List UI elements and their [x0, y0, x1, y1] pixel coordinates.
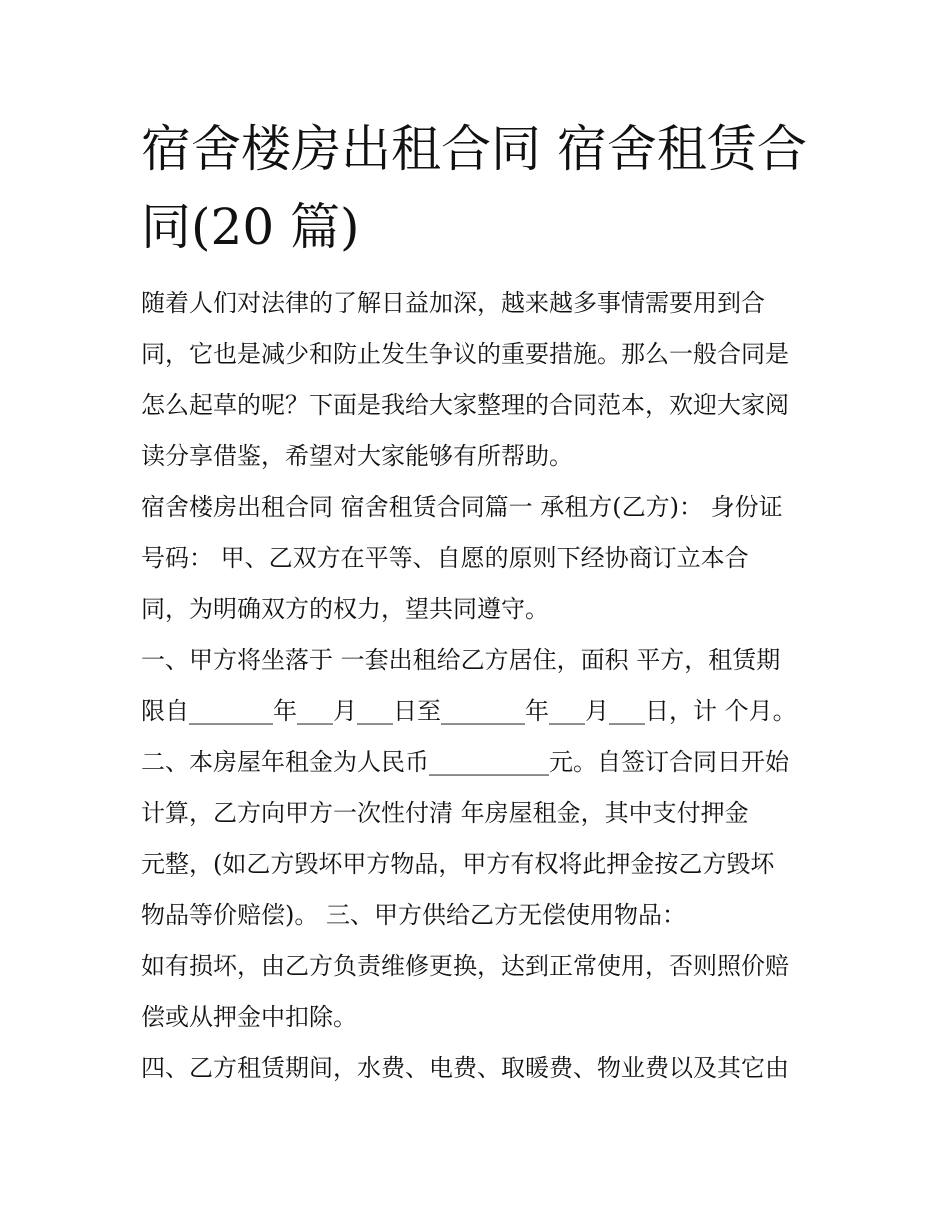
body-line: 限自_______年___月___日至_______年___月___日，计 个月。 — [141, 697, 797, 725]
body-line: 计算，乙方向甲方一次性付清 年房屋租金，其中支付押金 — [141, 799, 749, 827]
body-line: 二、本房屋年租金为人民币__________元。自签订合同日开始 — [141, 748, 789, 776]
body-line: 读分享借鉴，希望对大家能够有所帮助。 — [141, 442, 573, 470]
body-line: 如有损坏，由乙方负责维修更换，达到正常使用，否则照价赔 — [141, 952, 789, 980]
body-line: 四、乙方租赁期间，水费、电费、取暖费、物业费以及其它由 — [141, 1054, 789, 1082]
document-body — [141, 278, 821, 1094]
body-line: 同，为明确双方的权力，望共同遵守。 — [141, 595, 549, 623]
body-line: 偿或从押金中扣除。 — [141, 1003, 357, 1031]
body-line: 号码： 甲、乙双方在平等、自愿的原则下经协商订立本合 — [141, 544, 749, 572]
body-line: 宿舍楼房出租合同 宿舍租赁合同篇一 承租方(乙方)： 身份证 — [141, 493, 783, 521]
body-line: 同，它也是减少和防止发生争议的重要措施。那么一般合同是 — [141, 340, 789, 368]
document-title — [141, 110, 821, 266]
title-line: 宿舍楼房出租合同 宿舍租赁合 — [141, 120, 807, 178]
body-line: 一、甲方将坐落于 一套出租给乙方居住，面积 平方，租赁期 — [141, 646, 781, 674]
title-line: 同(20 篇) — [141, 198, 360, 256]
body-line: 元整，(如乙方毁坏甲方物品，甲方有权将此押金按乙方毁坏 — [141, 850, 775, 878]
body-line: 物品等价赔偿)。 三、甲方供给乙方无偿使用物品： — [141, 901, 686, 929]
body-line: 随着人们对法律的了解日益加深，越来越多事情需要用到合 — [141, 289, 765, 317]
body-line: 怎么起草的呢？下面是我给大家整理的合同范本，欢迎大家阅 — [141, 391, 789, 419]
